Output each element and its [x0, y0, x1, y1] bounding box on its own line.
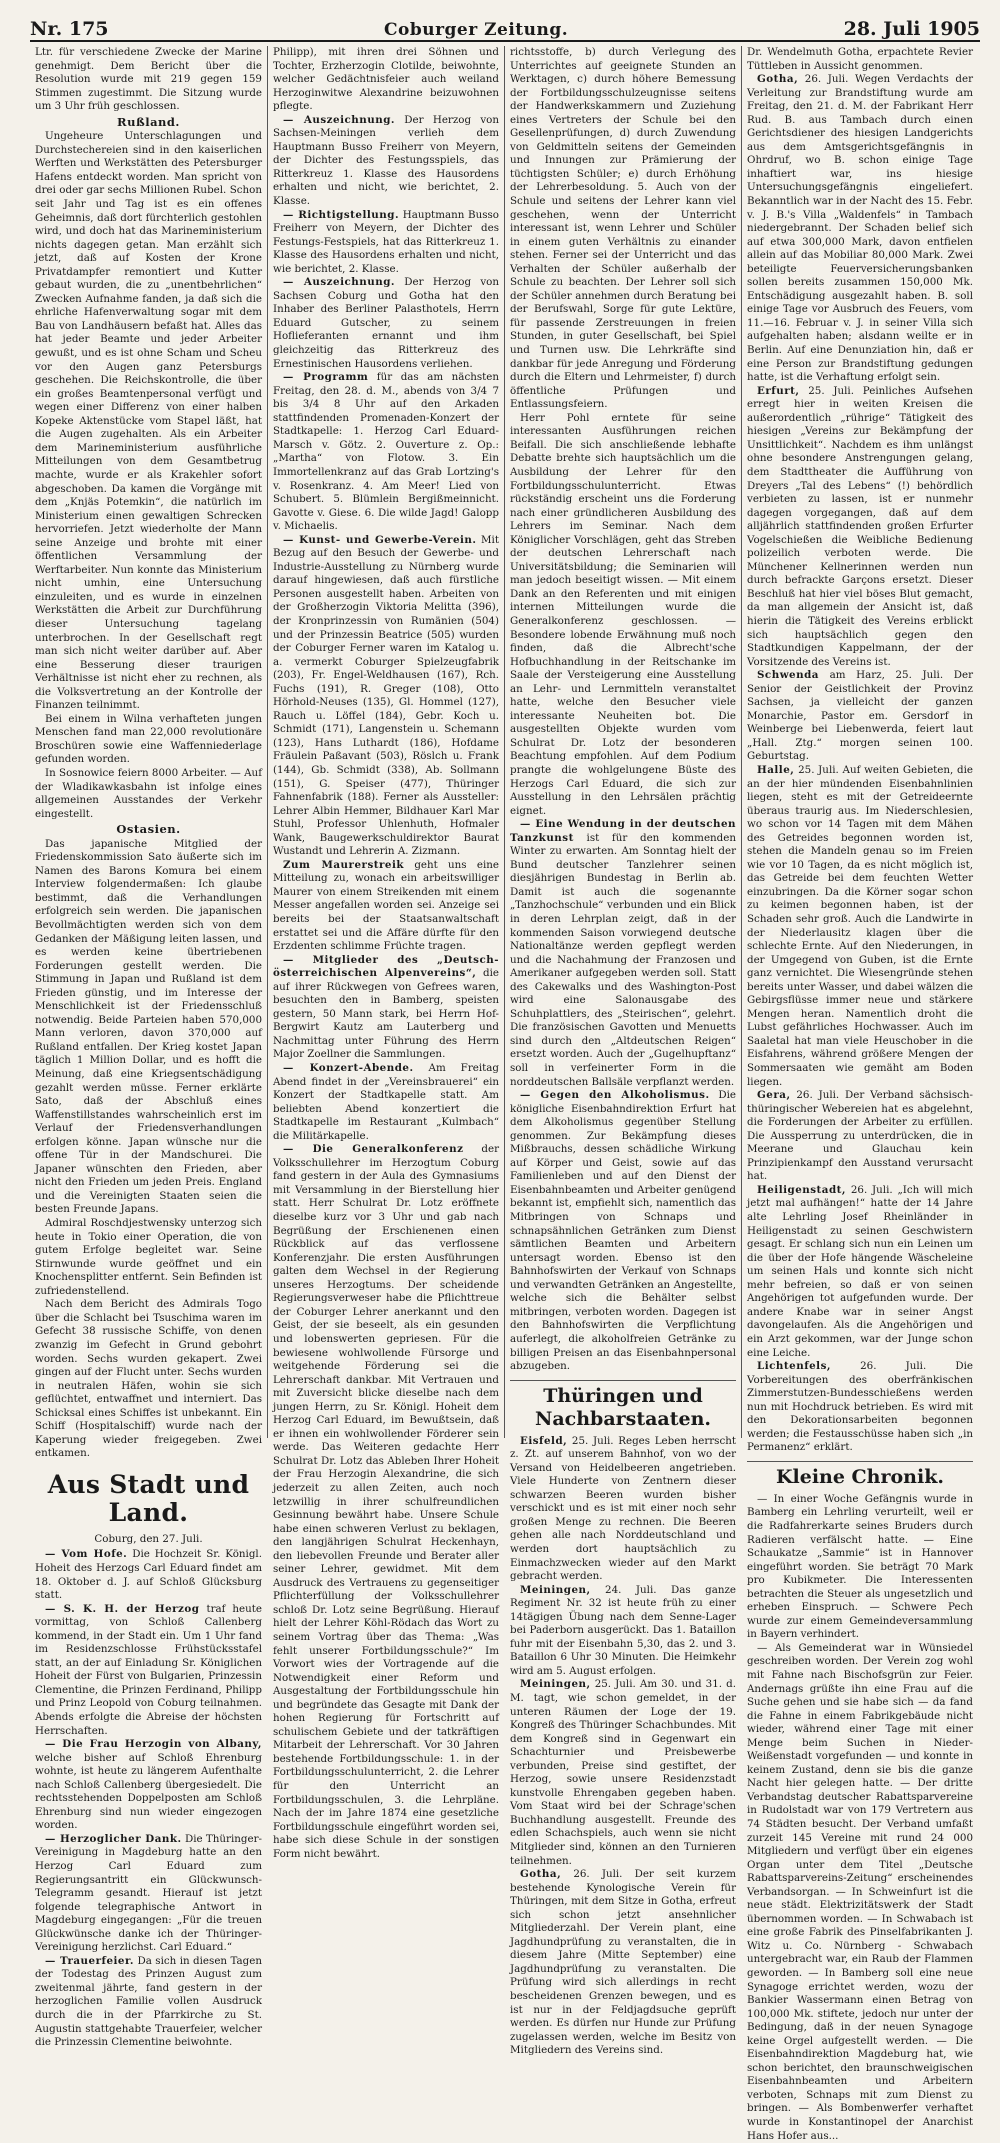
- subheading-ostasien: Ostasien.: [116, 822, 181, 837]
- paragraph: Bei einem in Wilna verhafteten jungen Menschen fand man 22,000 revolutionäre Broschüren sowie eine Waffenniederlage gefunden worden.: [35, 712, 262, 766]
- paragraph: Dr. Wendelmuth Gotha, erpachtete Revier Tüttleben in Aussicht genommen.: [747, 46, 973, 72]
- paragraph: Mit Bezug auf den Besuch der Gewerbe- und Industrie-Ausstellung zu Nürnberg wurde darauf hingewiesen, daß auch fürstliche Personen ausgestellt haben. Arbeiten von der Großherzogin Viktoria Melitta (396), der Kronprinzessin von Rumänien (504) und der Prinzessin Beatrice (505) wurden der Coburger Ferner waren im Katalog u. a. vermerkt Coburger Spielzeugfabrik (203), Fr. Engel-Weldhausen (167), Rch. Fuchs (191), R. Greger (108), Otto Hörhold-Neuses (135), Gl. Hommel (127), Rauch u. Löffel (184), Gebr. Koch u. Schmidt (171), Langenstein u. Schemann (123), Hans Luthardt (186), Hofdame Fräulein Paßavant (503), Röslch u. Frank (144), Gb. Schmidt (338), Ab. Sollmann (151), G. Speiser (477), Thüringer Fahnenfabrik (188). Ferner als Aussteller: Lehrer Albin Hemmer, Bildhauer Karl Mar Stuhl, Professor Uhlenhuth, Hofmaler Wank, Baugewerkschuldirektor Baurat Wustandt und Lehrerin A. Zizmann.: [273, 533, 499, 858]
- rubric-heiligenstadt: Heiligenstadt,: [757, 1183, 847, 1196]
- rubric-tanzkunst: — Eine Wendung in der deutschen Tanzkunst: [510, 818, 736, 844]
- paragraph: Herr Pohl erntete für seine interessanten Ausführungen reichen Beifall. Die sich anschließende lebhafte Debatte brehte sich hauptsächlich um die Ausbildung der Lehrer für den Fortbildungsschulunterricht. Etwas rückständig erscheint uns die Forderung nach einer gründlicheren Ausbildung des Lehrers im Seminar. Nach dem Königlicher Vorschlägen, geht das Streben der deutschen Lehrerschaft nach Universitätsbildung; die Seminarien will man jedoch beseitigt wissen. — Mit einem Dank an den Referenten und mit einigen internen Mitteilungen wurde die Generalkonferenz geschlossen. — Besondere lobende Erwähnung muß noch finden, daß die Albrecht'sche Hofbuchhandlung in der Reitschanke im Saale der Versteigerung eine Ausstellung an Lehr- und Lernmitteln veranstaltet hatte, welche den Besucher viele interessante Neuheiten bot. Die ausgestellten Objekte wurden vom Schulrat Dr. Lotz der besonderen Beachtung empfohlen. Auf dem Podium prangte die wohlgelungene Büste des Herzogs Carl Eduard, die sich zur Ausstellung in den Lehrsälen prächtig eignet.: [510, 411, 736, 817]
- paragraph: geht uns eine Mitteilung zu, wonach ein arbeitswilliger Maurer von einem Streikenden mit einem Messer angefallen worden sei. Anzeige sei bereits bei der Staatsanwaltschaft erstattet sei und die Affäre dürfte für den Erzdenten schlimme Früchte tragen.: [273, 858, 499, 953]
- paragraph: — Als Gemeinderat war in Wünsiedel geschreiben worden. Der Verein zog wohl mit Fahne nach Bischofsgrün zur Feier. Andernags grüßte ihn eine Frau auf die Suche gehen und sie habe sich — da fand die Fahne in einem Fabrikgebäude nicht wieder, während einer Tage mit einer Menge beim Suchen in Nieder-Weißenstadt vorgefunden — und konnte in keinem Zustand, denn sie bis die ganze Nacht hier gelegen hatte. — Der dritte Verbandstag deutscher Rabattsparvereine in Rudolstadt war von 179 Vertretern aus 74 Städten besucht. Der Verband umfaßt zurzeit 145 Vereine mit rund 24 000 Mitgliedern und verfügt über ein eigenes Organ unter dem Titel „Deutsche Rabattsparvereins-Zeitung“ erscheinendes Verbandsorgan. — In Schweinfurt ist die neue städt. Elektrizitätswerk der Stadt übernommen worden. — In Schwabach ist eine große Fabrik des Pinselfabrikanten J. Witz u. Co. Nürnberg - Schwabach untergebracht war, ein Raub der Flammen geworden. — In Bamberg soll eine neue Synagoge errichtet werden, wozu der Bankier Wassermann einen Betrag von 100,000 Mk. stiftete, jedoch nur unter der Bedingung, daß in der neuen Synagoge keine Orgel aufgestellt werden. — Die Eisenbahndirektion Magdeburg hat, wie schon berichtet, den braunschweigischen Eisenbahnbeamten und Arbeitern verboten, Schnaps mit zum Dienst zu bringen. — Als Bombenwerfer verhaftet wurde in Konstantinopel der Anarchist Hans Hofer aus...: [747, 1641, 973, 2142]
- paragraph: traf heute vormittag, von Schloß Callenberg kommend, in der Stadt ein. Um 1 Uhr fand im Residenzschlosse Frühstücksstafel statt, an der auf Einladung Sr. Königlichen Hoheit der Fürst von Bulgarien, Prinzessin Clementine, die Prinzen Ferdinand, Philipp und Prinz Leopold von Coburg teilnahmen. Abends erfolgte die Abreise der höchsten Herrschaften.: [35, 1602, 262, 1737]
- rubric-herzog: — S. K. H. der Herzog: [45, 1602, 200, 1615]
- masthead: [30, 14, 980, 42]
- paragraph: Am Freitag Abend findet in der „Vereinsbrauerei“ ein Konzert der Stadtkapelle statt. Am beliebten Abend konzertiert die Stadtkapelle im Restaurant „Kulmbach“ die Militärkapelle.: [273, 1062, 500, 1142]
- paragraph: Admiral Roschdjestwensky unterzog sich heute in Tokio einer Operation, die von gutem Erfolge begleitet war. Seine Stirnwunde wurde geöffnet und ein Knochensplitter entfernt. Sein Befinden ist zufriedenstellend.: [35, 1217, 262, 1297]
- column-3: [504, 46, 741, 2057]
- paragraph: 26. Juli. Die Vorbereitungen des oberfränkischen Zimmerstutzen-Bundesschießens werden nun mit Hochdruck betrieben. Es wird mit den Dekorationsarbeiten begonnen werden; die Festausschüsse haben sich „in Permanenz“ erklärt.: [747, 1360, 973, 1454]
- rubric-kunstverein: — Kunst- und Gewerbe-Verein.: [283, 533, 477, 546]
- paragraph: Ungeheure Unterschlagungen und Durchstechereien sind in den kaiserlichen Werften und Werkstätten des Petersburger Hafens entdeckt worden. Man spricht von drei oder gar sechs Millionen Rubel. Schon seit Jahr und Tag ist es ein offenes Geheimnis, daß dort fürchterlich gestohlen wird, und doch hat das Marineministerium nichts dagegen getan. Man erzählt sich jetzt, daß auf Kosten der Krone Privatdampfer remontiert und Kutter gebaut wurden, die zu „unentbehrlichen“ Zwecken Aufnahme fanden, ja daß sich die ehrliche Hafenverwaltung sogar mit dem Bau von Landhäusern befaßt hat. Alles das hat jeder Beamte und jeder Arbeiter gewußt, und es ist ohne Scham und Scheu vor den Augen ganz Petersburgs geschehen. Die Reichskontrolle, die über ein großes Beamtenpersonal verfügt und wegen einer Differenz von einer halben Kopeke Aktenstücke vom Stapel läßt, hat die Augen zugehalten. Als ein Arbeiter dem Marineministerium ausführliche Mitteilungen von dem Gesamtbetrug machte, wurde er als Krakehler sofort abgeschoben. Da kamen die Vorgänge mit dem „Knjäs Potemkin“, die natürlich im Ministerium einen gewaltigen Schrecken hervorriefen. Jetzt wiederholte der Mann seine Anzeige und brohte mit einer öffentlichen Versammlung der Werftarbeiter. Nun konnte das Ministerium nicht umhin, eine Untersuchung einzuleiten, und es wurde in einzelnen Werkstätten die Arbeit zur Durchführung dieser Untersuchung tagelang unterbrochen. In der Gesellschaft regt man sich nicht weiter darüber auf. Aber eine Besserung dieser traurigen Verhältnisse ist nicht eher zu rechnen, als die Volksvertretung an der Kontrolle der Finanzen teilnimmt.: [35, 130, 262, 712]
- paragraph: 24. Juli. Das ganze Regiment Nr. 32 ist heute früh zu einer 14tägigen Übung nach dem Senne-Lager bei Paderborn ausgerückt. Das 1. Bataillon fuhr mit der Eisenbahn 5,30, das 2. und 3. Bataillon 6 Uhr 30 Minuten. Die Heimkehr wird am 5. August erfolgen.: [510, 1583, 736, 1677]
- paragraph: Die königliche Eisenbahndirektion Erfurt hat dem Alkoholismus gegenüber Stellung genommen. Zur Bekämpfung dieses Mißbrauchs, dessen schädliche Wirkung auf Körper und Geist, sowie auf das Familienleben und auf den Dienst der Eisenbahnbeamten und Arbeiter genügend bekannt ist, empfiehlt sich, namentlich das Mitbringen von Schnaps und schnapsähnlichen Getränken zum Dienst sämtlichen Beamten und Arbeitern untersagt worden. Ebenso ist den Bahnhofswirten der Verkauf von Schnaps und verwandten Getränken an Angestellte, welche sich die Behälter selbst mitbringen, verboten worden. Dagegen ist den Bahnhofswirten die Verpflichtung auferlegt, die alkoholfreien Getränke zu billigen Preisen an das Eisenbahnpersonal abzugeben.: [510, 1089, 736, 1373]
- paragraph: In Sosnowice feiern 8000 Arbeiter. — Auf der Wladikawkasbahn ist infolge eines allgemeinen Ausstandes der Verkehr eingestellt.: [35, 766, 262, 820]
- paragraph: welche bisher auf Schloß Ehrenburg wohnte, ist heute zu längerem Aufenthalte nach Schloß Callenberg übergesiedelt. Die rechtsstehenden Doppelposten am Schloß Ehrenburg sind nun wieder eingezogen worden.: [35, 1751, 262, 1832]
- paragraph: 25. Juli. Reges Leben herrscht z. Zt. auf unserem Bahnhof, von wo der Versand von Heidelbeeren angetrieben. Viele Hunderte von Zentnern dieser schwarzen Beeren wurden bisher verschickt und es ist mit einer noch sehr großen Menge zu rechnen. Die Beeren gehen alle nach Norddeutschland und werden dort hauptsächlich zu Einmachzwecken wieder auf den Markt gebracht werden.: [510, 1434, 736, 1583]
- paragraph: Die Hochzeit Sr. Königl. Hoheit des Herzogs Carl Eduard findet am 18. Oktober d. J. auf Schloß Glücksburg statt.: [35, 1548, 262, 1602]
- rubric-auszeichnung-2: — Auszeichnung.: [283, 276, 395, 289]
- paragraph: 26. Juli. Der seit kurzem bestehende Kynologische Verein für Thüringen, mit dem Sitze in Gotha, erfreut sich schon jetzt ansehnlicher Mitgliederzahl. Der Verein plant, eine Jagdhundprüfung zu veranstalten, die in diesem Jahre (Mitte September) eine Jagdhundprüfung zu veranstalten. Die Prüfung wird sich allerdings in recht bescheidenen Grenzen bewegen, und es ist nur in der Feldjagdsuche geprüft werden. Es dürfen nur Hunde zur Prüfung zugelassen werden, welche im Besitz von Mitgliedern des Vereins sind.: [510, 1868, 736, 2057]
- subheading-russland: Rußland.: [117, 114, 180, 129]
- paragraph: Hauptmann Busso Freiherr von Meyern, der Dichter des Festungs-Festspiels, hat das Ritterkreuz 1. Klasse des Hausordens erhalten und nicht, wie berichtet, 2. Klasse.: [273, 208, 499, 275]
- paragraph: Ltr. für verschiedene Zwecke der Marine genehmigt. Dem Bericht über die Resolution wurde mit 219 gegen 159 Stimmen zugestimmt. Die Sitzung wurde um 3 Uhr früh geschlossen.: [35, 46, 262, 113]
- paragraph: Das japanische Mitglied der Friedenskommission Sato äußerte sich im Namen des Barons Komura bei einem Interview folgendermaßen: Ich glaube bestimmt, daß die Verhandlungen erfolgreich sein werden. Die japanischen Bevollmächtigten werden sich von dem Gedanken der Mäßigung leiten lassen, und es werden keine übertriebenen Forderungen gestellt werden. Die Stimmung in Japan und Rußland ist dem Frieden günstig, und im Interesse der Menschlichkeit ist der Friedensschluß notwendig. Beide Parteien haben 570,000 Mann verloren, davon 370,000 auf Rußland entfallen. Der Krieg kostet Japan täglich 1 Million Dollar, und es hofft die Meinung, daß eine Kriegsentschädigung gezahlt werden müsse. Ferner erklärte Sato, daß der Abschluß eines Waffenstillstandes wahrscheinlich erst im Verlauf der Friedensverhandlungen erfolgen könne. Japan wünsche nur die offene Tür in der Mandschurei. Die Japaner wünschten den Frieden, aber nicht den Frieden um jeden Preis. England und die Vereinigten Staaten seien die besten Freunde Japans.: [35, 837, 262, 1216]
- rubric-halle: Halle,: [757, 763, 795, 776]
- rubric-gotha: Gotha,: [520, 1868, 562, 1881]
- paragraph: die auf ihrer Rückwegen von Gefrees waren, besuchten den in Bamberg, speisten gestern, 50 Mann stark, bei Herrn Hof-Bergwirt Kautz am Lauterberg und Nachmittag unter Führung des Herrn Major Zoellner die Sammlungen.: [273, 967, 499, 1061]
- issue-date: 28. Juli 1905: [843, 18, 980, 40]
- paragraph: Da sich in diesen Tagen der Todestag des Prinzen August zum zweitenmal jährte, fand gestern in der herzoglichen Familie vollen Ausdruck durch die in der Pfarrkirche zu St. Augustin stattgehabte Trauerfeier, welcher die Prinzessin Clementine beiwohnte.: [35, 1954, 262, 2049]
- newspaper-title: Coburger Zeitung.: [383, 20, 569, 40]
- paragraph: am Harz, 25. Juli. Der Senior der Geistlichkeit der Provinz Sachsen, ja vielleicht der ganzen Monarchie, Pastor em. Gersdorf in Weinberge bei Liebenwerda, feiert laut „Hall. Ztg.“ morgen seinen 100. Geburtstag.: [747, 669, 973, 763]
- dateline: Coburg, den 27. Juli.: [94, 1532, 203, 1545]
- paragraph: für das am nächsten Freitag, den 28. d. M., abends von 3/4 7 bis 3/4 8 Uhr auf den Arkaden stattfindenden Promenaden-Konzert der Stadtkapelle: 1. Herzog Carl Eduard-Marsch v. Götz. 2. Ouverture z. Op.: „Martha“ von Flotow. 3. Ein Immortellenkranz auf das Grab Lortzing's v. Rosenkranz. 4. Am Meer! Lied von Schubert. 5. Blümlein Bergißmeinnicht. Gavotte v. Giese. 6. Die wilde Jagd! Galopp v. Michaelis.: [273, 371, 499, 533]
- rubric-lichtenfels: Lichtenfels,: [757, 1360, 831, 1373]
- paragraph: 25. Juli. Peinliches Aufsehen erregt hier in weiten Kreisen die außerordentlich „rührige“ Tätigkeit des hiesigen „Vereins zur Bekämpfung der Unsittlichkeit“. Nachdem es ihm unlängst ohne besondere Anstrengungen gelang, dem Stadttheater die Aufführung von Dreyers „Tal des Lebens“ (!) behördlich verbieten zu lassen, ist er nunmehr dagegen vorgegangen, daß auf dem alljährlich stattfindenden großen Erfurter Vogelschießen die Weibliche Bedienung polizeilich verboten werde. Die Münchener Kellnerinnen werden nun durch befrackte Garçons ersetzt. Dieser Beschluß hat hier viel böses Blut gemacht, da man allgemein der Ansicht ist, daß hierin die Tätigkeit des Vereins erblickt sich hauptsächlich gegen den Stadtkundigen Kappelmann, der der Vorsitzende des Vereins ist.: [747, 384, 973, 668]
- paragraph: 26. Juli. „Ich will mich jetzt mal aufhängen!“ hatte der 14 Jahre alte Lehrling Josef Rheinländer in Heiligenstadt zu seinen Geschwistern gesagt. Er schlang sich nun ein Leinen um die über der Hofe hängende Wäscheleine um seinen Hals und konnte sich nicht mehr befreien, so daß er von seinen Angehörigen tot aufgefunden wurde. Der andere Knabe war in seiner Angst davongelaufen. Als die Angehörigen und ein Arzt gekommen, war der Junge schon eine Leiche.: [747, 1183, 973, 1359]
- rubric-trauerfeier: — Trauerfeier.: [45, 1954, 135, 1967]
- section-heading-thueringen: Thüringen und Nachbarstaaten.: [510, 1380, 736, 1431]
- rubric-programm: — Programm: [283, 371, 369, 384]
- paragraph: richtsstoffe, b) durch Verlegung des Unterrichtes auf geeignete Stunden an Werktagen, c) durch höhere Bemessung der Fortbildungsschulzeugnisse seitens der Handwerkskammern und Zuziehung eines Vertreters der Schule bei den Gesellenprüfungen, d) durch Zuwendung von Geldmitteln seitens der Gemeinden und Innungen zur Prämierung der tüchtigsten Schüler; e) durch Erhöhung der Lehrerbesoldung. 5. Auch von der Schule und seitens der Lehrer kann viel geschehen, wenn der Unterricht interessant ist, wenn Lehrer und Schüler in einem guten Verhältnis zu einander stehen. Ferner sei der Unterricht und das Verhalten der Schüler außerhalb der Schule zu beachten. Der Lehrer soll sich der Schüler annehmen durch Beratung bei der Berufswahl, Sorge für gute Lektüre, für passende Zerstreuungen in freien Stunden, in guter Gesellschaft, bei Spiel und Turnen usw. Die Lehrkräfte sind dankbar für jede Anregung und Förderung durch die Eltern und Lehrmeister, f) durch öffentliche Prüfungen und Entlassungsfeiern.: [510, 46, 736, 411]
- section-heading-stadt-und-land: Aus Stadt und Land.: [47, 1469, 250, 1527]
- rubric-vom-hofe: — Vom Hofe.: [45, 1548, 128, 1561]
- paragraph: der Volksschullehrer im Herzogtum Coburg fand gestern in der Aula des Gymnasiums mit Versammlung in der Bierstellung hier statt. Herr Schulrat Dr. Lotz eröffnete dieselbe kurz vor 3 Uhr und gab nach Begrüßung der Erschienenen einen Rückblick auf das verflossene Konferenzjahr. Die ersten Ausführungen galten dem Wechsel in der Regierung unseres Herzogtums. Der scheidende Regierungsverweser habe die Pflichttreue der Coburger Lehrer anerkannt und den Geist, der sie beseelt, als ein gesunden und lobenswerten gepriesen. Für die bewiesene wohlwollende Fürsorge und weitgehende Förderung sei die Lehrerschaft dankbar. Mit Vertrauen und mit Zuversicht blicke dieselbe nach dem jungen Herrn, zu Sr. Königl. Hoheit dem Herzog Carl Eduard, im Bewußtsein, daß er ihnen ein wohlwollender Förderer sein werde. Das Weiteren gedachte Herr Schulrat Dr. Lotz das Ableben Ihrer Hoheit der Frau Herzogin Alexandrine, die sich jederzeit zu allen Zeiten, auch noch letzwillig in ihrer schulfreundlichen Gesinnung bewährt habe. Unsere Schule habe einen schweren Verlust zu beklagen, den langjährigen Schulrat Heckenhayn, den liebevollen Freunde und Berater aller seiner Lehrer, gewidmet. Mit dem Ausdruck des Vertrauens zu gegenseitiger Pflichterfüllung der Volksschullehrer schloß Dr. Lotz seine Begrüßung. Hierauf hielt der Lehrer Köhl-Rödach das Wort zu seinem Vortrag über das Thema: „Was fehlt unserer Fortbildungsschule?“ Im Vorwort wies der Vortragende auf die Notwendigkeit einer Reform und Ausgestaltung der Fortbildungsschule hin und begründete das Gesagte mit Dank der hohen Regierung für Fortschritt auf schulischem Gebiete und der tatkräftigen Mitarbeit der Lehrerschaft. Vor 30 Jahren bestehende Fortbildungsschule: 1. in der Fortbildungsschulunterricht, 2. die Lehrer für den Unterricht an Fortbildungsschulen, 3. die Lehrpläne. Nach der im Jahre 1874 eine gesetzliche Fortbildungsschule eingeführt worden sei, habe sich diese Schule in der sonstigen Form nicht bewährt.: [273, 1143, 499, 1860]
- rubric-konzert-abende: — Konzert-Abende.: [283, 1062, 414, 1075]
- text-columns: [30, 46, 980, 2142]
- issue-number: Nr. 175: [30, 18, 109, 40]
- section-heading-kleine-chronik: Kleine Chronik.: [747, 1461, 973, 1489]
- paragraph: Nach dem Bericht des Admirals Togo über die Schlacht bei Tsuschima waren im Gefecht 38 russische Schiffe, von denen zwanzig im Gefecht in Grund gebohrt worden. Sechs wurden gekapert. Zwei gingen auf der Flucht unter. Sechs wurden in neutralen Häfen, wohin sie sich geflüchtet, entwaffnet und interniert. Das Schicksal eines Schiffes ist unbekannt. Ein Schiff (Hospitalschiff) wurde nach der Kaperung wieder freigegeben. Zwei entkamen.: [35, 1298, 262, 1460]
- paragraph: ist für den kommenden Winter zu erwarten. Am Sonntag hielt der Bund deutscher Tanzlehrer seinen diesjährigen Bundestag in Berlin ab. Damit ist auch die sogenannte „Tanzhochschule“ verbunden und ein Blick in deren Lehrplan zeigt, daß in der kommenden Saison vorwiegend deutsche Nationaltänze werden gepflegt werden und die Nachahmung der Franzosen und Amerikaner aufgegeben werden soll. Statt des Cakewalks und des Washington-Post wird eine Salonausgabe des Schuhplattlers, des „Steirischen“, gelehrt. Die französischen Gavotten und Menuetts sind durch den „Altdeutschen Reigen“ ersetzt worden. Auch der „Gugelhupftanz“ soll in verfeinerter Form in die norddeutschen Ballsäle verpflanzt werden.: [510, 831, 736, 1088]
- rubric-gera: Gera,: [757, 1089, 791, 1102]
- paragraph: 25. Juli. Am 30. und 31. d. M. tagt, wie schon gemeldet, in der unteren Räumen der Loge der 19. Kongreß des Thüringer Schachbundes. Mit dem Kongreß sind in Gegenwart ein Schachturnier und Preisbewerbe verbunden, Preise sind gestiftet, der Herzog, sowie unsere Residenzstadt kunstvolle Ehrengaben gegeben haben. Vom Staat wird bei der Schrage'schen Buchhandlung ausgestellt. Freunde des edlen Schachspiels, auch wenn sie nicht Mitglieder sind, können an den Turnieren teilnehmen.: [510, 1678, 736, 1867]
- rubric-alpenverein: — Mitglieder des „Deutsch-österreichischen Alpenvereins“,: [273, 953, 499, 980]
- paragraph: — In einer Woche Gefängnis wurde in Bamberg ein Lehrling verurteilt, weil er die Radfahrerkarte seines Bruders durch Radieren verfälscht hatte. — Eine Schaukatze „Sammie“ ist in Hannover eingeführt worden. Sie beträgt 70 Mark pro Kubikmeter. Die Interessenten betrachten die Steuer als ungesetzlich und erheben Einspruch. — Schwere Pech wurde zur einem Gemeindeversammlung in Bayern verhindert.: [747, 1492, 973, 1641]
- column-2: [267, 46, 504, 1860]
- rubric-alkoholismus: — Gegen den Alkoholismus.: [520, 1089, 710, 1102]
- paragraph: Der Herzog von Sachsen-Meiningen verlieh dem Hauptmann Busso Freiherr von Meyern, der Dichter des Festungsspiels, das Ritterkreuz 1. Klasse des Hausordens erhalten und nicht, wie berichtet, 2. Klasse.: [273, 113, 499, 208]
- rubric-dank: — Herzoglicher Dank.: [45, 1832, 182, 1845]
- paragraph: Der Herzog von Sachsen Coburg und Gotha hat den Inhaber des Berliner Palasthotels, Herrn Eduard Gutscher, zu seinem Hoflieferanten ernannt und ihm gleichzeitig das Ritterkreuz des Ernestinischen Hausordens verliehen.: [273, 276, 499, 370]
- rubric-auszeichnung: — Auszeichnung.: [283, 113, 395, 126]
- paragraph: 25. Juli. Auf weiten Gebieten, die an der hier mündenden Eisenbahnlinien liegen, steht es mit der Getreideernte überaus traurig aus. Im Niederschlesien, wo schon vor 14 Tagen mit dem Mähen des Getreides begonnen worden ist, stehen die Mandeln genau so im Freien wie vor 10 Tagen, da es nicht möglich ist, das Getreide bei dem feuchten Wetter einzubringen. Da die Körner sogar schon zu keimen begonnen haben, ist der Schaden sehr groß. Auch die Landwirte in der Niederlausitz klagen über die schlechte Ernte. Auf den Niederungen, in der Umgegend von Guben, ist die Ernte ganz vernichtet. Die Wiesengründe stehen bereits unter Wasser, und dabei wälzen die Gebirgsflüsse immer neue und stärkere Mengen heran. Namentlich droht die Lubst gefährliches Hochwasser. Auch im Saaletal hat man viele Heuschober in die Eisfahrens, während größere Mengen der Sommersaaten wie gemäht am Boden liegen.: [747, 763, 973, 1088]
- rubric-generalkonferenz: — Die Generalkonferenz: [283, 1143, 464, 1156]
- rubric-maurerstreik: Zum Maurerstreik: [283, 858, 405, 871]
- column-1: [30, 46, 267, 2049]
- rubric-albany: — Die Frau Herzogin von Albany,: [45, 1738, 262, 1751]
- column-4: [741, 46, 978, 2142]
- rubric-erfurt: Erfurt,: [757, 384, 800, 397]
- paragraph: 26. Juli. Der Verband sächsisch-thüringischer Webereien hat es abgelehnt, die Forderungen der Arbeiter zu erfüllen. Die Aussperrung zu unterdrücken, die in Meerane und Glauchau kein Prinzipienkampf den Ausstand verursacht hat.: [747, 1089, 973, 1183]
- paragraph: Die Thüringer-Vereinigung in Magdeburg hatte an den Herzog Carl Eduard zum Regierungsantritt ein Glückwunsch-Telegramm gesandt. Hierauf ist jetzt folgende telegraphische Antwort in Magdeburg eingegangen: „Für die treuen Glückwünsche danke ich der Thüringer-Vereinigung herzlichst. Carl Eduard.“: [35, 1832, 262, 1954]
- paragraph: Philipp), mit ihren drei Söhnen und Tochter, Erzherzogin Clotilde, beiwohnte, welcher Gedächtnisfeier auch weiland Herzoginwitwe Alexandrine beizuwohnen pflegte.: [273, 46, 499, 113]
- rubric-schwenda: Schwenda: [757, 669, 819, 682]
- rubric-eisfeld: Eisfeld,: [520, 1434, 568, 1447]
- rubric-richtigstellung: — Richtigstellung.: [283, 208, 400, 221]
- rubric-meiningen-2: Meiningen,: [520, 1678, 591, 1691]
- rubric-meiningen: Meiningen,: [520, 1583, 591, 1596]
- rubric-gotha: Gotha,: [757, 73, 799, 86]
- paragraph: 26. Juli. Wegen Verdachts der Verleitung zur Brandstiftung wurde am Freitag, den 21. d. M. der Fabrikant Herr Rud. B. aus Tambach durch einen Gerichtsdiener des hiesigen Landgerichts aus dem Amtsgerichtsgefängnis in Ohrdruf, wo B. schon einige Tage inhaftiert war, ins hiesige Untersuchungsgefängnis eingeliefert. Bekanntlich war in der Nacht des 15. Febr. v. J. B.'s Villa „Waldenfels“ in Tambach niedergebrannt. Der Schaden belief sich auf etwa 300,000 Mark, davon entfielen allein auf das Mobiliar 80,000 Mark. Zwei beteiligte Feuerversicherungsbanken sollen bereits zusammen 150,000 Mk. Entschädigung ausgezahlt haben. B. soll einige Tage vor Ausbruch des Feuers, vom 11.—16. Februar v. J. in seiner Villa sich aufgehalten haben; alsdann weilte er in Berlin. Auf eine Denunziation hin, daß er eine Person zur Brandstiftung gedungen hatte, ist die Verhaftung erfolgt sein.: [747, 73, 973, 384]
